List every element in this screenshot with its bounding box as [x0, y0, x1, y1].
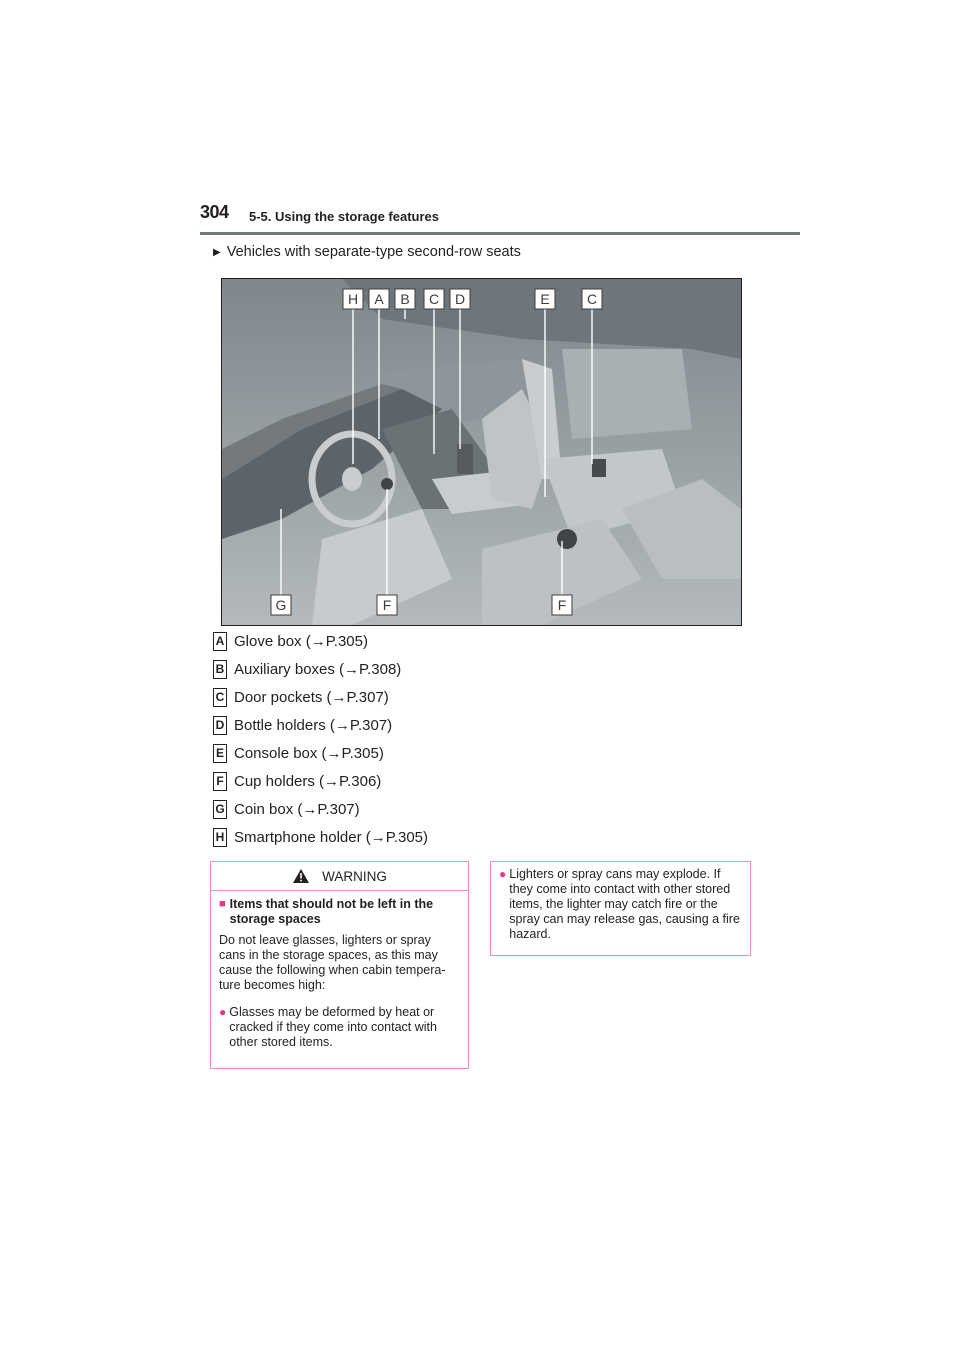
legend-letter: E: [213, 744, 227, 763]
subheading: [213, 244, 521, 260]
legend-letter: A: [213, 632, 227, 651]
legend-text: Auxiliary boxes (→P.308): [234, 660, 402, 678]
legend-item: [213, 771, 381, 791]
legend-item: [213, 659, 401, 679]
svg-text:H: H: [347, 291, 359, 307]
square-bullet-icon: ■: [219, 898, 226, 910]
callout-h: [343, 289, 363, 309]
legend-letter: G: [213, 800, 227, 819]
legend-item: [213, 631, 368, 651]
legend-item: [213, 827, 428, 847]
callout-c-rear: [582, 289, 602, 309]
warning-box: [210, 861, 469, 1069]
legend-text: Bottle holders (→P.307): [234, 716, 393, 734]
legend-letter: H: [213, 828, 227, 847]
warning-bullet: ● Glasses may be deformed by heat or cracked if they come into contact with other stored items.: [219, 1005, 437, 1049]
header-rule: [200, 232, 800, 235]
section-title: 5-5. Using the storage features: [249, 209, 439, 224]
svg-text:F: F: [382, 597, 392, 613]
callout-d: [450, 289, 470, 309]
legend-letter: C: [213, 688, 227, 707]
legend-text: Smartphone holder (→P.305): [234, 828, 429, 846]
legend-text: Door pockets (→P.307): [234, 688, 389, 706]
legend-item: [213, 799, 360, 819]
callout-b: [395, 289, 415, 309]
legend-item: [213, 743, 384, 763]
legend-text: Console box (→P.305): [234, 744, 384, 762]
warning-intro: Do not leave glasses, lighters or spray cans in the storage spaces, as this may cause the following when cabin tempera-ture becomes high:: [219, 933, 446, 992]
callout-g: [271, 595, 291, 615]
warning-item-title: ■ Items that should not be left in the storage spaces: [219, 897, 434, 926]
triangle-right-icon: ▶: [213, 246, 221, 258]
round-bullet-icon: ●: [499, 867, 507, 881]
warning-triangle-icon: [292, 868, 310, 884]
legend-item: [213, 687, 389, 707]
page-number: 304: [200, 202, 229, 222]
warning-header: [211, 862, 468, 891]
svg-text:C: C: [586, 291, 598, 307]
legend-letter: B: [213, 660, 227, 679]
warning-title: WARNING: [322, 868, 387, 884]
legend-text: Glove box (→P.305): [234, 632, 368, 650]
svg-text:C: C: [428, 291, 440, 307]
legend-text: Coin box (→P.307): [234, 800, 360, 818]
svg-text:G: G: [275, 597, 287, 613]
round-bullet-icon: ●: [219, 1005, 227, 1019]
callout-f-front: [377, 595, 397, 615]
legend-letter: F: [213, 772, 227, 791]
legend-text: Cup holders (→P.306): [234, 772, 382, 790]
legend-item: [213, 715, 392, 735]
warning-bullet: ● Lighters or spray cans may explode. If they come into contact with other stored items, the lighter may catch fire or the spray can may release gas, causing a fire hazard.: [499, 867, 740, 941]
callout-e: [535, 289, 555, 309]
subheading-text: Vehicles with separate-type second-row seats: [226, 244, 521, 260]
svg-text:A: A: [374, 291, 384, 307]
callout-a: [369, 289, 389, 309]
svg-text:B: B: [400, 291, 410, 307]
svg-text:D: D: [454, 291, 466, 307]
svg-text:E: E: [540, 291, 550, 307]
legend-letter: D: [213, 716, 227, 735]
svg-text:F: F: [557, 597, 567, 613]
warning-continuation-box: [490, 861, 751, 956]
callout-f-rear: [552, 595, 572, 615]
interior-illustration: [221, 278, 742, 626]
callout-c: [424, 289, 444, 309]
